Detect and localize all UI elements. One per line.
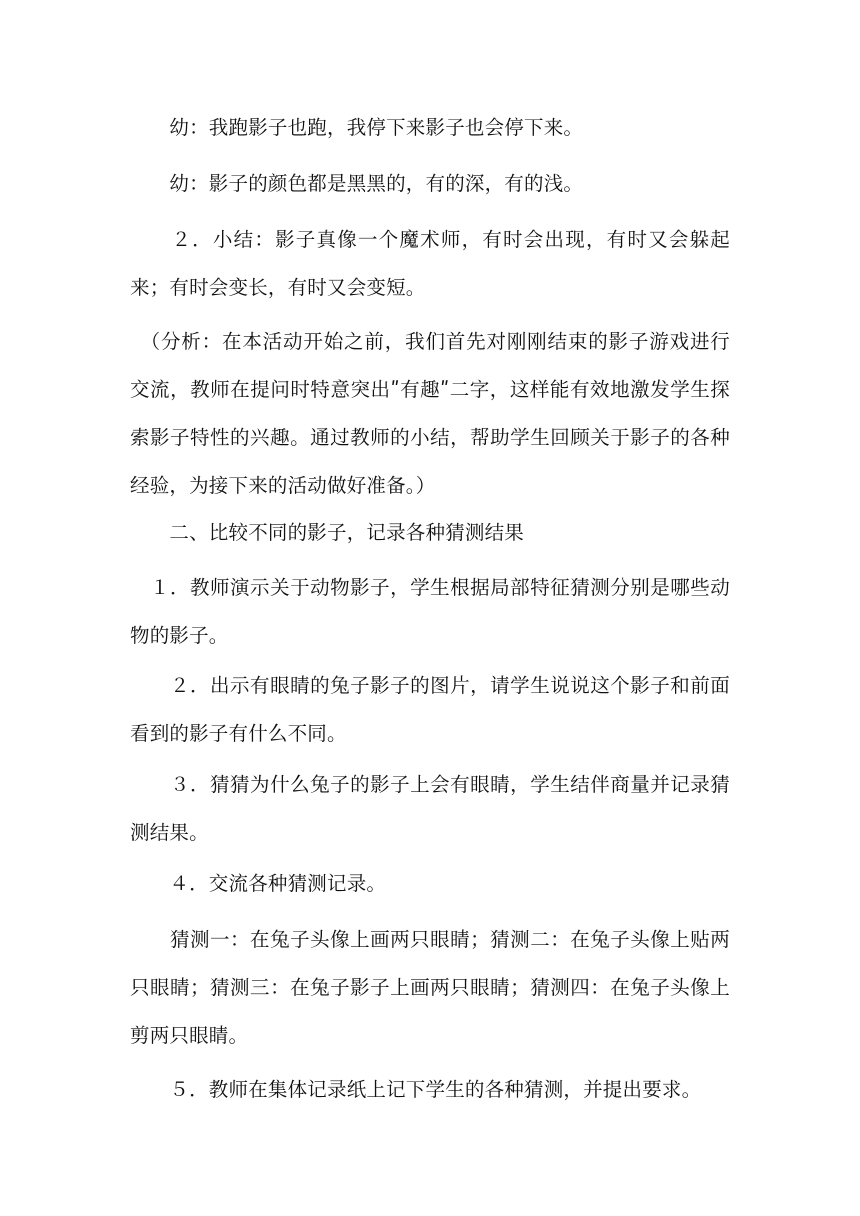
paragraph-step-2: ２．出示有眼睛的兔子影子的图片，请学生说说这个影子和前面看到的影子有什么不同。 — [130, 674, 730, 745]
paragraph-step-1: １．教师演示关于动物影子，学生根据局部特征猜测分别是哪些动物的影子。 — [130, 576, 730, 647]
paragraph-analysis: （分析：在本活动开始之前，我们首先对刚刚结束的影子游戏进行交流，教师在提问时特意突出ʺ有趣ʺ二字，这样能有效地激发学生探索影子特性的兴趣。通过教师的小结，帮助学生回顾关于影子的各种经验，为接下来的活动做好准备。） — [130, 330, 730, 497]
paragraph-child-response-2: 幼：影子的颜色都是黑黑的，有的深，有的浅。 — [130, 172, 584, 195]
paragraph-summary-2: ２．小结：影子真像一个魔术师，有时会出现，有时又会躲起来；有时会变长，有时又会变短。 — [130, 228, 730, 299]
paragraph-step-3: ３．猜猜为什么兔子的影子上会有眼睛，学生结伴商量并记录猜测结果。 — [130, 773, 730, 844]
paragraph-child-response-1: 幼：我跑影子也跑，我停下来影子也会停下来。 — [130, 116, 584, 139]
paragraph-step-4: ４．交流各种猜测记录。 — [130, 872, 387, 895]
paragraph-step-5: ５．教师在集体记录纸上记下学生的各种猜测，并提出要求。 — [130, 1078, 702, 1101]
section-heading-2: 二、比较不同的影子，记录各种猜测结果 — [130, 521, 525, 544]
paragraph-guesses: 猜测一：在兔子头像上画两只眼睛；猜测二：在兔子头像上贴两只眼睛；猜测三：在兔子影子上画两只眼睛；猜测四：在兔子头像上剪两只眼睛。 — [130, 928, 730, 1047]
